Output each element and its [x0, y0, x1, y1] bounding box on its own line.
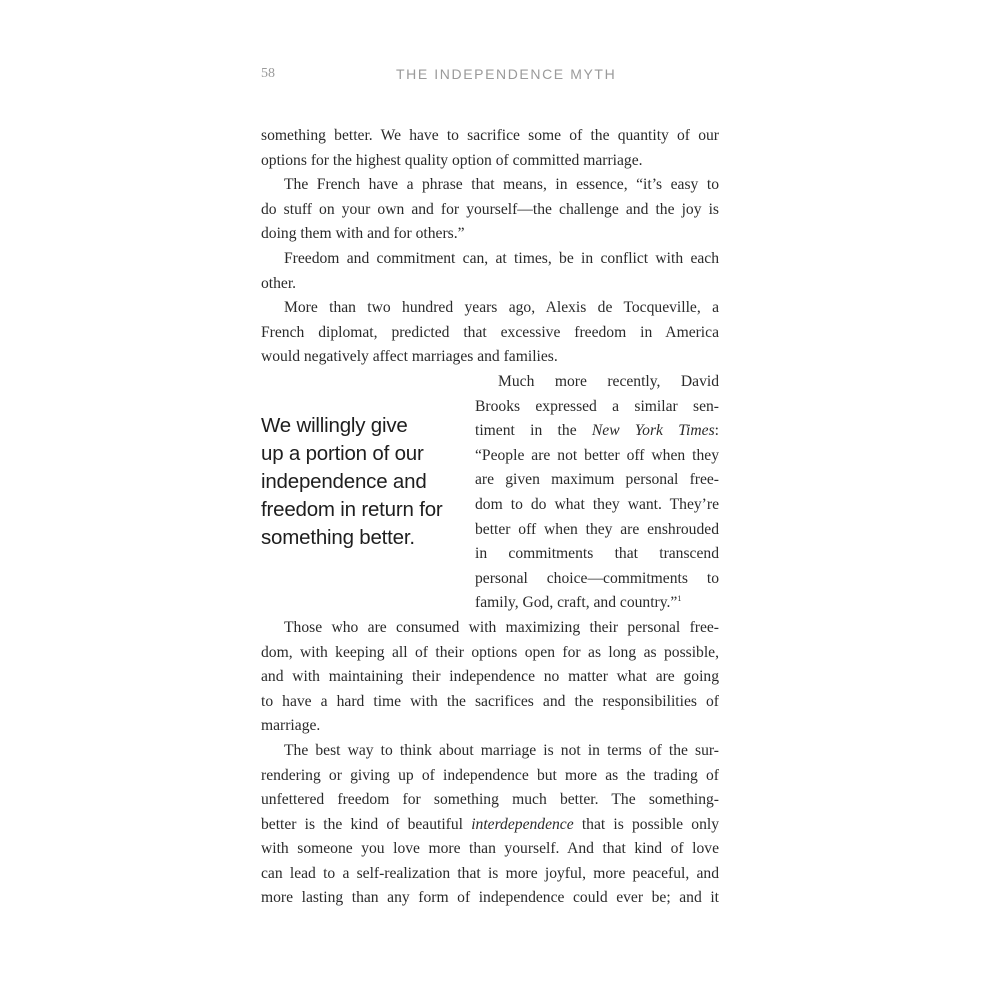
text-line: [261, 862, 719, 887]
text-line: [475, 542, 719, 567]
text-line: [261, 788, 719, 813]
text-line: [261, 321, 719, 346]
text-segment: Brooks expressed a similar sen-: [475, 397, 719, 415]
text-segment: personal choice—commitments to: [475, 569, 719, 587]
text-line: [475, 395, 719, 420]
text-segment: Much more recently, David: [498, 372, 719, 390]
text-segment: rendering or giving up of independence but more as the trading of: [261, 766, 719, 784]
text-line: [475, 518, 719, 543]
body-text: [261, 124, 719, 911]
text-segment: options for the highest quality option of committed marriage.: [261, 151, 643, 169]
text-segment: Freedom and commitment can, at times, be in conflict with each: [284, 249, 719, 267]
text-line: [261, 616, 719, 641]
text-segment: and with maintaining their independence no matter what are going: [261, 668, 719, 686]
text-line: [261, 247, 719, 272]
text-segment: More than two hundred years ago, Alexis de Tocqueville, a: [284, 299, 719, 317]
pull-quote-line: We willingly give: [261, 413, 408, 437]
text-segment: can lead to a self-realization that is more joyful, more peaceful, and: [261, 864, 719, 882]
page-number: 58: [261, 66, 275, 81]
text-line: [475, 419, 719, 444]
text-line: [261, 296, 719, 321]
text-segment: timent in the: [475, 422, 592, 440]
italic-text: interdependence: [471, 815, 574, 833]
text-segment: something better. We have to sacrifice some of the quantity of our: [261, 127, 719, 144]
body-text-top: [261, 124, 719, 370]
text-segment: better is the kind of beautiful: [261, 815, 472, 833]
text-line: [475, 493, 719, 518]
side-column-text: [475, 370, 719, 616]
text-segment: The French have a phrase that means, in essence, “it’s easy to: [284, 176, 719, 194]
text-segment: French diplomat, predicted that excessive freedom in America: [261, 323, 719, 341]
text-segment: do stuff on your own and for yourself—the challenge and the joy is: [261, 200, 719, 218]
pull-quote-line: freedom in return for: [261, 497, 443, 521]
text-line: [261, 222, 719, 247]
text-line: [475, 567, 719, 592]
text-line: [261, 813, 719, 838]
text-segment: are given maximum personal free-: [475, 471, 719, 489]
pull-quote: [261, 412, 451, 552]
text-segment: that is possible only: [573, 815, 720, 833]
body-text-bottom: [261, 616, 719, 911]
running-head: [261, 66, 719, 86]
text-segment: more lasting than any form of independence could ever be; and it: [261, 889, 719, 907]
text-segment: in commitments that transcend: [475, 545, 719, 563]
text-line: [261, 714, 719, 739]
text-line: [261, 124, 719, 149]
text-segment: “People are not better off when they: [475, 446, 719, 464]
text-segment: Those who are consumed with maximizing their personal free-: [284, 618, 719, 636]
text-line: [261, 149, 719, 174]
text-segment: dom to do what they want. They’re: [475, 495, 719, 513]
text-line: [261, 272, 719, 297]
text-segment: better off when they are enshrouded: [475, 520, 719, 538]
text-segment: marriage.: [261, 717, 321, 735]
text-line: [475, 370, 719, 395]
footnote-marker: 1: [677, 594, 682, 604]
text-segment: to have a hard time with the sacrifices and the responsibilities of: [261, 692, 719, 710]
text-line: [261, 886, 719, 911]
text-line: [261, 764, 719, 789]
text-line: [475, 444, 719, 469]
text-line: [261, 837, 719, 862]
book-title: THE INDEPENDENCE MYTH: [396, 66, 617, 82]
pull-quote-line: something better.: [261, 525, 415, 549]
text-line: [261, 345, 719, 370]
text-segment: dom, with keeping all of their options open for as long as possible,: [261, 643, 719, 661]
text-line: [261, 690, 719, 715]
text-line: [261, 739, 719, 764]
pull-quote-line: independence and: [261, 469, 427, 493]
text-segment: The best way to think about marriage is not in terms of the sur-: [284, 741, 719, 759]
text-segment: unfettered freedom for something much better. The something-: [261, 791, 719, 809]
text-segment: other.: [261, 274, 297, 292]
text-segment: family, God, craft, and country.”: [475, 594, 678, 612]
pull-quote-section: [261, 370, 719, 616]
text-segment: :: [714, 422, 719, 440]
text-segment: with someone you love more than yourself. And that kind of love: [261, 840, 719, 858]
text-line: [261, 198, 719, 223]
text-line: [261, 641, 719, 666]
text-segment: doing them with and for others.”: [261, 225, 465, 243]
text-line: [261, 665, 719, 690]
pull-quote-line: up a portion of our: [261, 441, 424, 465]
text-line: [261, 173, 719, 198]
italic-text: New York Times: [591, 422, 715, 440]
text-line: [475, 468, 719, 493]
text-segment: would negatively affect marriages and families.: [261, 348, 558, 366]
text-line: [475, 591, 719, 616]
